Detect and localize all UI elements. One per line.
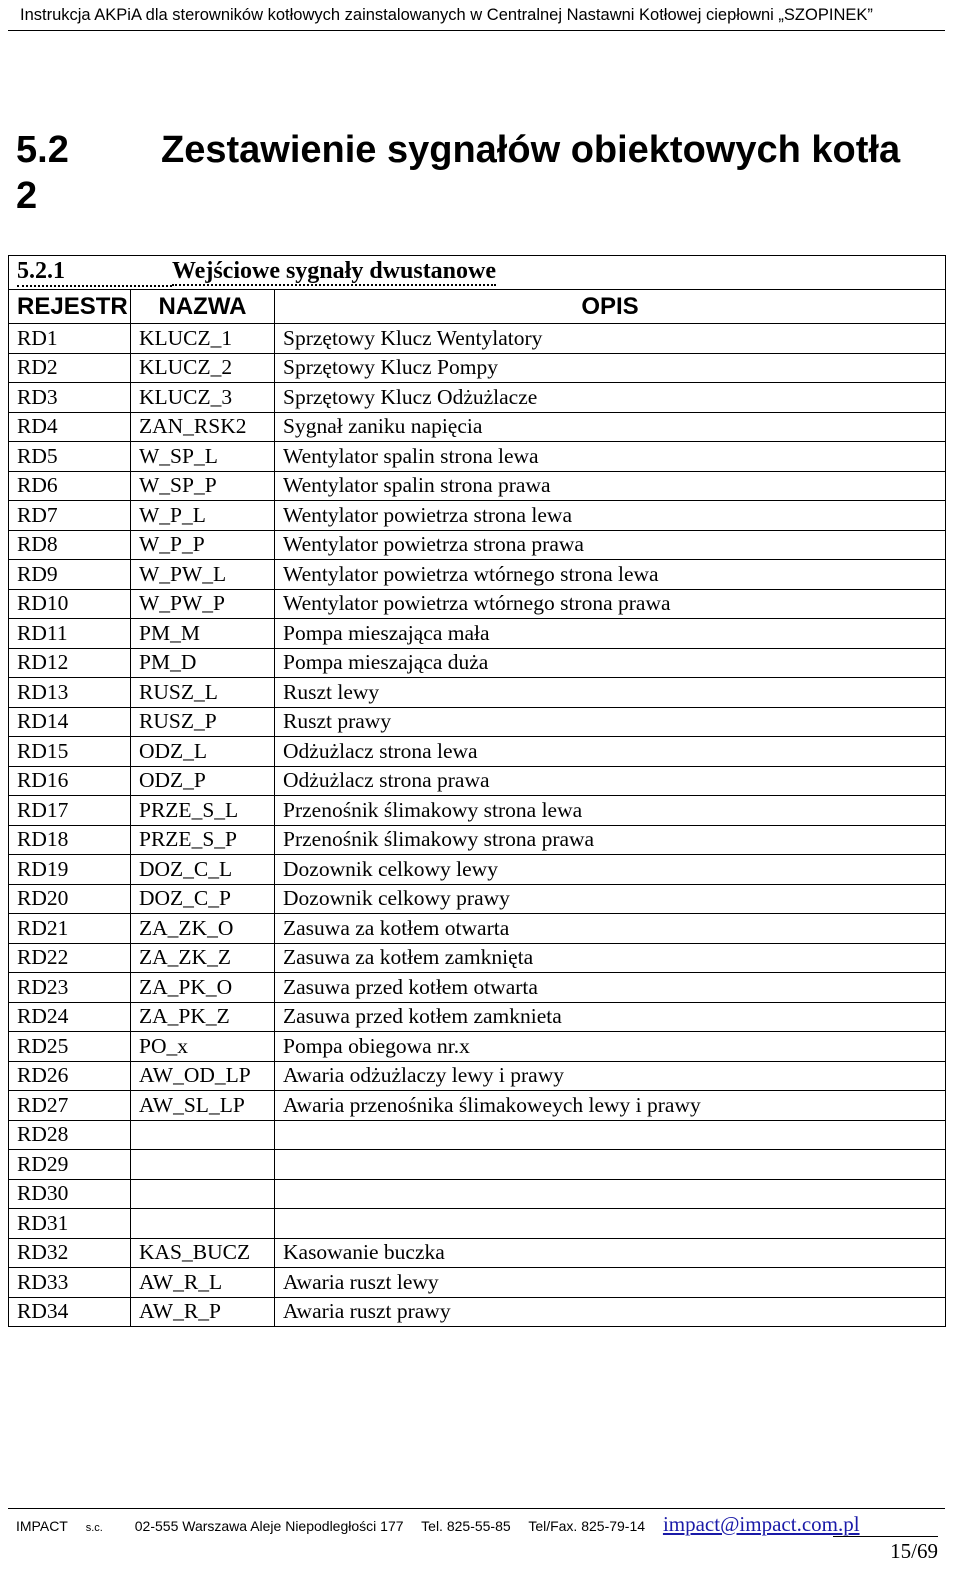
cell-name: KLUCZ_1 <box>131 324 275 354</box>
cell-register: RD25 <box>9 1032 131 1062</box>
cell-description: Zasuwa przed kotłem zamknieta <box>275 1002 946 1032</box>
cell-register: RD16 <box>9 766 131 796</box>
cell-register: RD8 <box>9 530 131 560</box>
cell-name: W_PW_L <box>131 560 275 590</box>
cell-name: RUSZ_L <box>131 678 275 708</box>
cell-name: RUSZ_P <box>131 707 275 737</box>
table-body <box>9 324 946 1327</box>
table-row <box>9 973 946 1003</box>
table-row <box>9 1061 946 1091</box>
subsection-heading-row <box>9 256 946 290</box>
table-row <box>9 855 946 885</box>
table-row <box>9 1179 946 1209</box>
column-header-register: REJESTR <box>9 290 131 324</box>
cell-register: RD30 <box>9 1179 131 1209</box>
cell-register: RD18 <box>9 825 131 855</box>
cell-name: AW_OD_LP <box>131 1061 275 1091</box>
table-row <box>9 1238 946 1268</box>
cell-description: Przenośnik ślimakowy strona lewa <box>275 796 946 826</box>
cell-description <box>275 1179 946 1209</box>
cell-register: RD32 <box>9 1238 131 1268</box>
cell-description: Zasuwa przed kotłem otwarta <box>275 973 946 1003</box>
cell-name: PO_x <box>131 1032 275 1062</box>
table-row <box>9 884 946 914</box>
cell-name: PRZE_S_L <box>131 796 275 826</box>
running-header <box>8 0 945 31</box>
table-row <box>9 1002 946 1032</box>
cell-register: RD20 <box>9 884 131 914</box>
table-row <box>9 648 946 678</box>
cell-register: RD14 <box>9 707 131 737</box>
cell-description: Ruszt prawy <box>275 707 946 737</box>
cell-description <box>275 1120 946 1150</box>
column-header-name: NAZWA <box>131 290 275 324</box>
cell-name: ZA_PK_Z <box>131 1002 275 1032</box>
cell-name: W_SP_L <box>131 442 275 472</box>
cell-name <box>131 1209 275 1239</box>
cell-description: Awaria ruszt lewy <box>275 1268 946 1298</box>
cell-register: RD17 <box>9 796 131 826</box>
cell-name: DOZ_C_P <box>131 884 275 914</box>
cell-description: Sygnał zaniku napięcia <box>275 412 946 442</box>
cell-description: Kasowanie buczka <box>275 1238 946 1268</box>
cell-register: RD9 <box>9 560 131 590</box>
subsection-heading <box>9 256 946 290</box>
cell-description: Dozownik celkowy prawy <box>275 884 946 914</box>
cell-description: Sprzętowy Klucz Pompy <box>275 353 946 383</box>
cell-description: Przenośnik ślimakowy strona prawa <box>275 825 946 855</box>
cell-register: RD7 <box>9 501 131 531</box>
table-row <box>9 766 946 796</box>
cell-name <box>131 1150 275 1180</box>
section-heading <box>16 127 916 219</box>
table-header-row <box>9 290 946 324</box>
cell-name: ZAN_RSK2 <box>131 412 275 442</box>
cell-register: RD10 <box>9 589 131 619</box>
footer-tel: Tel. 825-55-85 <box>421 1518 511 1534</box>
cell-name: W_P_L <box>131 501 275 531</box>
cell-description: Awaria odżużlaczy lewy i prawy <box>275 1061 946 1091</box>
cell-description: Sprzętowy Klucz Odżużlacze <box>275 383 946 413</box>
footer-telfax: Tel/Fax. 825-79-14 <box>528 1518 646 1534</box>
cell-name: KAS_BUCZ <box>131 1238 275 1268</box>
cell-description: Sprzętowy Klucz Wentylatory <box>275 324 946 354</box>
cell-description: Dozownik celkowy lewy <box>275 855 946 885</box>
subsection-number: 5.2.1 <box>17 258 172 287</box>
footer-address: 02-555 Warszawa Aleje Niepodległości 177 <box>134 1518 404 1534</box>
column-header-description: OPIS <box>275 290 946 324</box>
cell-description: Odżużlacz strona prawa <box>275 766 946 796</box>
footer <box>16 1512 860 1537</box>
cell-register: RD24 <box>9 1002 131 1032</box>
cell-name: ODZ_L <box>131 737 275 767</box>
cell-register: RD22 <box>9 943 131 973</box>
table-row <box>9 619 946 649</box>
cell-description: Awaria przenośnika ślimakoweych lewy i prawy <box>275 1091 946 1121</box>
cell-name: KLUCZ_3 <box>131 383 275 413</box>
signals-table <box>8 255 946 1327</box>
cell-description <box>275 1150 946 1180</box>
footer-company-suffix: s.c. <box>85 1522 103 1534</box>
table-row <box>9 383 946 413</box>
cell-name: AW_R_L <box>131 1268 275 1298</box>
cell-description: Pompa obiegowa nr.x <box>275 1032 946 1062</box>
table-row <box>9 530 946 560</box>
cell-register: RD34 <box>9 1297 131 1327</box>
footer-email-link[interactable]: impact@impact.com.pl <box>662 1512 860 1536</box>
table-row <box>9 412 946 442</box>
cell-description <box>275 1209 946 1239</box>
cell-name <box>131 1179 275 1209</box>
table-row <box>9 560 946 590</box>
cell-description: Wentylator powietrza wtórnego strona prawa <box>275 589 946 619</box>
cell-register: RD4 <box>9 412 131 442</box>
table-row <box>9 943 946 973</box>
cell-description: Wentylator spalin strona lewa <box>275 442 946 472</box>
cell-description: Zasuwa za kotłem zamknięta <box>275 943 946 973</box>
cell-description: Wentylator powietrza wtórnego strona lewa <box>275 560 946 590</box>
cell-name: W_P_P <box>131 530 275 560</box>
cell-register: RD29 <box>9 1150 131 1180</box>
cell-name <box>131 1120 275 1150</box>
table-row <box>9 471 946 501</box>
table-row <box>9 737 946 767</box>
cell-description: Wentylator powietrza strona prawa <box>275 530 946 560</box>
running-header-text: Instrukcja AKPiA dla sterowników kotłowych zainstalowanych w Centralnej Nastawni Kotłowej ciepłowni „SZOPINEK” <box>20 6 873 24</box>
cell-description: Awaria ruszt prawy <box>275 1297 946 1327</box>
section-number: 5.2 <box>16 129 69 171</box>
cell-register: RD15 <box>9 737 131 767</box>
table-row <box>9 825 946 855</box>
cell-name: ZA_PK_O <box>131 973 275 1003</box>
cell-name: ODZ_P <box>131 766 275 796</box>
subsection-title: Wejściowe sygnały dwustanowe <box>172 258 497 284</box>
cell-register: RD27 <box>9 1091 131 1121</box>
table-row <box>9 1297 946 1327</box>
table-row <box>9 589 946 619</box>
cell-description: Pompa mieszająca mała <box>275 619 946 649</box>
cell-name: ZA_ZK_Z <box>131 943 275 973</box>
cell-name: KLUCZ_2 <box>131 353 275 383</box>
cell-register: RD28 <box>9 1120 131 1150</box>
cell-name: PRZE_S_P <box>131 825 275 855</box>
section-title: Zestawienie sygnałów obiektowych kotła 2 <box>16 129 901 217</box>
cell-register: RD1 <box>9 324 131 354</box>
cell-name: W_PW_P <box>131 589 275 619</box>
cell-name: PM_M <box>131 619 275 649</box>
cell-register: RD13 <box>9 678 131 708</box>
cell-register: RD23 <box>9 973 131 1003</box>
page-number: 15/69 <box>833 1536 938 1561</box>
cell-description: Ruszt lewy <box>275 678 946 708</box>
cell-description: Pompa mieszająca duża <box>275 648 946 678</box>
cell-register: RD31 <box>9 1209 131 1239</box>
table-row <box>9 914 946 944</box>
cell-description: Wentylator powietrza strona lewa <box>275 501 946 531</box>
cell-description: Odżużlacz strona lewa <box>275 737 946 767</box>
table-row <box>9 324 946 354</box>
cell-register: RD21 <box>9 914 131 944</box>
cell-register: RD11 <box>9 619 131 649</box>
cell-register: RD19 <box>9 855 131 885</box>
cell-name: AW_SL_LP <box>131 1091 275 1121</box>
cell-register: RD6 <box>9 471 131 501</box>
cell-register: RD33 <box>9 1268 131 1298</box>
table-row <box>9 353 946 383</box>
cell-name: ZA_ZK_O <box>131 914 275 944</box>
cell-register: RD2 <box>9 353 131 383</box>
cell-description: Zasuwa za kotłem otwarta <box>275 914 946 944</box>
table-row <box>9 1032 946 1062</box>
table-row <box>9 1150 946 1180</box>
cell-register: RD12 <box>9 648 131 678</box>
table-row <box>9 678 946 708</box>
cell-name: AW_R_P <box>131 1297 275 1327</box>
cell-name: PM_D <box>131 648 275 678</box>
cell-register: RD5 <box>9 442 131 472</box>
cell-name: DOZ_C_L <box>131 855 275 885</box>
table-row <box>9 1091 946 1121</box>
cell-register: RD26 <box>9 1061 131 1091</box>
table-row <box>9 1268 946 1298</box>
table-row <box>9 442 946 472</box>
table-row <box>9 707 946 737</box>
table-row <box>9 501 946 531</box>
table-row <box>9 1120 946 1150</box>
cell-register: RD3 <box>9 383 131 413</box>
table-row <box>9 1209 946 1239</box>
table-row <box>9 796 946 826</box>
cell-description: Wentylator spalin strona prawa <box>275 471 946 501</box>
footer-company: IMPACT <box>16 1518 68 1534</box>
cell-name: W_SP_P <box>131 471 275 501</box>
